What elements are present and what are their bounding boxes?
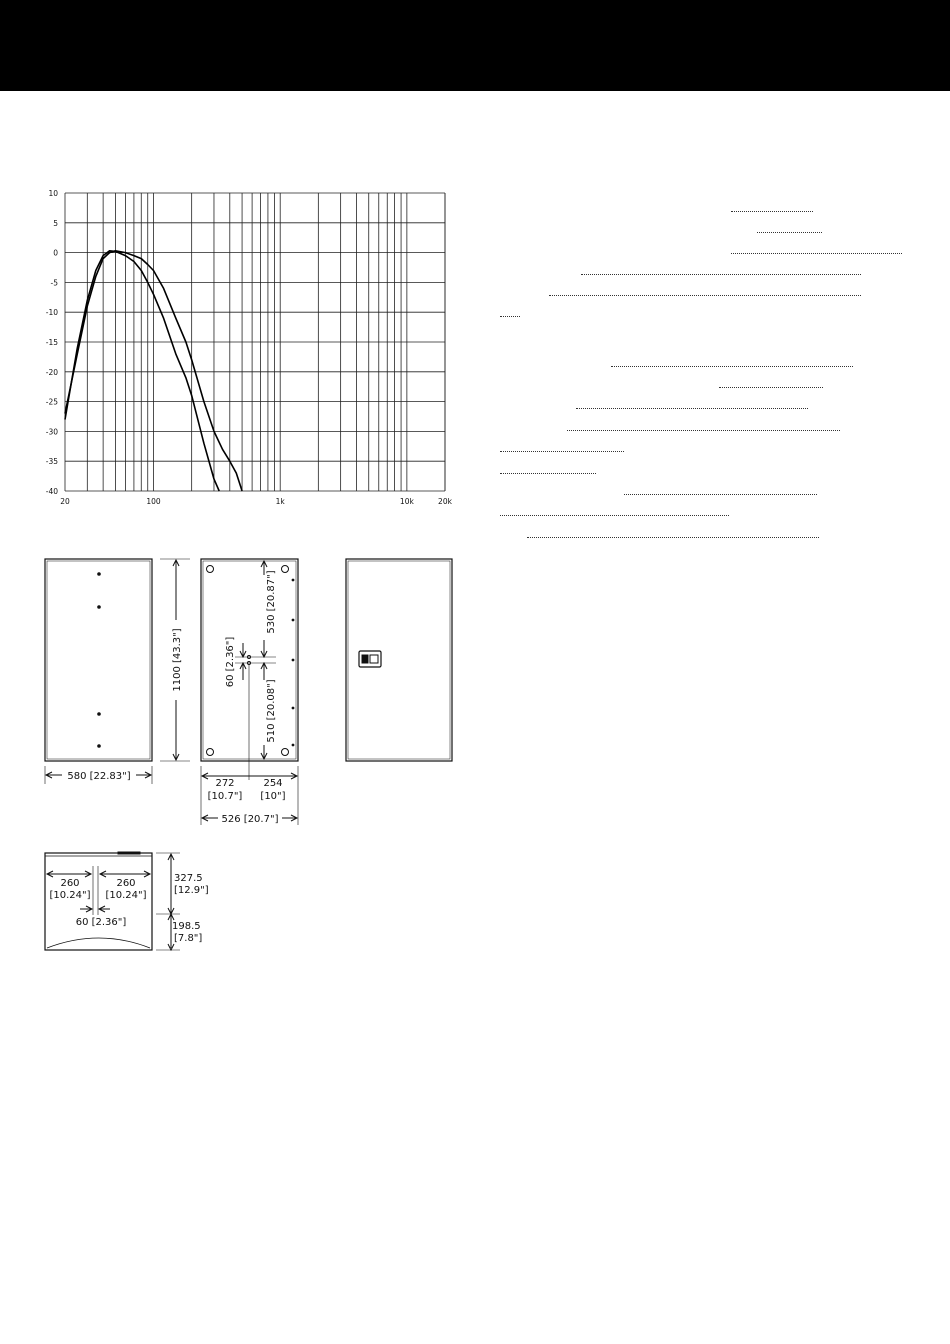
- bottom-gap-label: 60 [2.36"]: [75, 917, 127, 928]
- x-tick-label: 100: [146, 497, 161, 506]
- side-bottom-label: 510 [20.08"]: [266, 679, 277, 743]
- side-w1-label: 272: [215, 778, 235, 789]
- chart-grid: [65, 193, 445, 491]
- y-tick-label: 0: [53, 248, 58, 258]
- side-w2-label: 254: [263, 778, 283, 789]
- bottom-depth-inch-label: [12.9"]: [174, 885, 209, 896]
- frequency-response-chart: [40, 185, 460, 515]
- spec-leader: [731, 253, 902, 254]
- bottom-right-label: 260: [116, 878, 136, 889]
- front-view: [45, 559, 190, 784]
- side-w1-inch-label: [10.7"]: [207, 791, 243, 802]
- bottom-back-inch-label: [7.8"]: [174, 933, 203, 944]
- spec-leader: [527, 537, 819, 538]
- side-total-label: 526 [20.7"]: [221, 814, 279, 825]
- bottom-left-inch-label: [10.24"]: [49, 890, 91, 901]
- bottom-left-label: 260: [60, 878, 80, 889]
- spec-leader: [624, 494, 817, 495]
- x-tick-label: 10k: [399, 497, 414, 506]
- spec-leader: [576, 408, 808, 409]
- y-tick-label: -10: [45, 308, 58, 318]
- y-tick-label: 5: [53, 218, 58, 228]
- header-bar: [0, 0, 950, 91]
- bottom-right-inch-label: [10.24"]: [105, 890, 147, 901]
- spec-leader: [757, 232, 822, 233]
- y-tick-label: -35: [45, 457, 58, 467]
- y-tick-label: -40: [45, 487, 58, 496]
- y-tick-label: 10: [48, 189, 58, 198]
- series-line-1: [65, 251, 219, 491]
- spec-leader: [581, 274, 861, 275]
- y-tick-label: -15: [45, 338, 58, 347]
- side-mid-label: 60 [2.36"]: [225, 636, 236, 688]
- y-tick-label: -30: [45, 427, 58, 437]
- side-top-label: 530 [20.87"]: [266, 570, 277, 634]
- y-tick-labels: [46, 189, 58, 496]
- specifications-list: [490, 195, 920, 555]
- bottom-back-label: 198.5: [172, 921, 201, 932]
- bottom-depth-label: 327.5: [174, 873, 203, 884]
- x-tick-label: 20k: [438, 497, 452, 506]
- spec-leader: [549, 295, 861, 296]
- rear-view: [346, 559, 452, 761]
- spec-leader: [567, 430, 840, 431]
- x-tick-labels: [60, 497, 452, 506]
- side-w2-inch-label: [10"]: [260, 791, 286, 802]
- spec-leader: [719, 387, 823, 388]
- spec-leader: [611, 366, 853, 367]
- front-width-label: 580 [22.83"]: [67, 771, 131, 782]
- bottom-view: [45, 852, 180, 950]
- spec-leader: [500, 473, 596, 474]
- y-tick-label: -5: [50, 278, 58, 288]
- x-tick-label: 1k: [275, 497, 285, 506]
- front-height-label: 1100 [43.3"]: [172, 628, 183, 692]
- spec-leader: [731, 211, 813, 212]
- x-tick-label: 20: [60, 497, 70, 506]
- y-tick-label: -20: [45, 367, 58, 377]
- y-tick-label: -25: [45, 397, 58, 407]
- spec-leader: [500, 451, 624, 452]
- dimension-drawings: [0, 540, 950, 970]
- spec-leader: [500, 316, 520, 317]
- spec-leader: [500, 515, 729, 516]
